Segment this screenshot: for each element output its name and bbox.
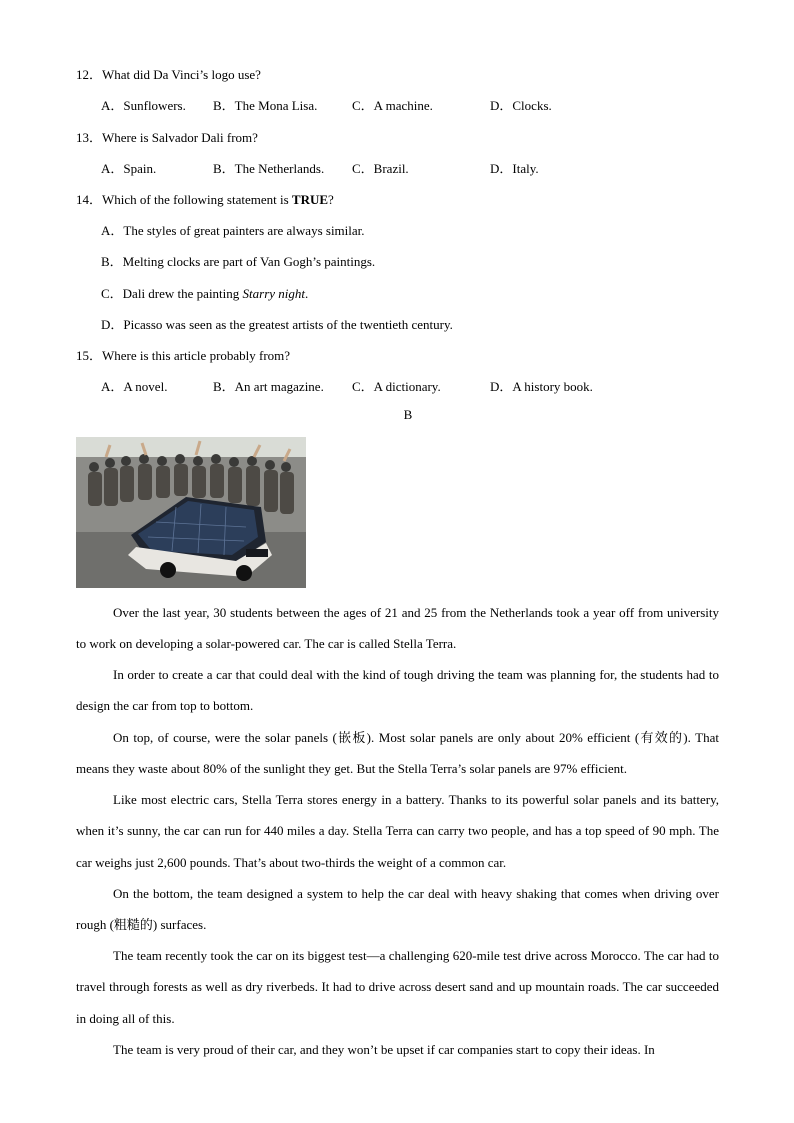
passage-paragraph-3: On top, of course, were the solar panels (嵌板). Most solar panels are only about 20% efficient (有效的). That means they waste about 80% of the sunlight they get. But the Stella Terra’s solar panels are 97% efficient. xyxy=(76,730,719,777)
passage-paragraph-1: Over the last year, 30 students between the ages of 21 and 25 from the Netherlands took a year off from university to work on developing a solar-powered car. The car is called Stella Terra. xyxy=(76,605,719,652)
question-14-option-c-end: . xyxy=(305,286,309,301)
passage-paragraph-5: On the bottom, the team designed a system to help the car deal with heavy shaking that comes when driving over rough (粗糙的) surfaces. xyxy=(76,886,719,933)
question-14-stem xyxy=(76,189,334,208)
question-15-option-a: A．A novel. xyxy=(101,379,168,394)
passage-paragraph-6: The team recently took the car on its biggest test—a challenging 620-mile test drive across Morocco. The car had to travel through forests as well as dry riverbeds. It had to drive across desert sand and up mountain roads. The car succeeded in doing all of this. xyxy=(76,948,719,1026)
question-13-option-d: D．Italy. xyxy=(490,161,539,176)
passage-paragraph-2: In order to create a car that could deal with the kind of tough driving the team was planning for, the students had to design the car from top to bottom. xyxy=(76,667,719,714)
passage-paragraph-7: The team is very proud of their car, and they won’t be upset if car companies start to copy their ideas. In xyxy=(113,1042,655,1057)
question-14-option-c xyxy=(101,283,308,302)
question-12-option-b: B．The Mona Lisa. xyxy=(213,98,318,113)
question-14-stem-text: 14．Which of the following statement is xyxy=(76,192,292,207)
question-15-option-d: D．A history book. xyxy=(490,379,593,394)
question-14-option-b: B．Melting clocks are part of Van Gogh’s paintings. xyxy=(101,254,376,269)
question-15-option-c: C．A dictionary. xyxy=(352,379,441,394)
question-12-option-d: D．Clocks. xyxy=(490,98,552,113)
question-13-option-c: C．Brazil. xyxy=(352,161,409,176)
passage-paragraph-4: Like most electric cars, Stella Terra stores energy in a battery. Thanks to its powerful solar panels and its battery, when it’s sunny, the car can run for 440 miles a day. Stella Terra can carry two people, and has a top speed of 90 mph. The car weighs just 2,600 pounds. That’s about two-thirds the weight of a common car. xyxy=(76,792,719,870)
solar-car-team-photo-icon xyxy=(76,437,306,588)
question-14-stem-end: ? xyxy=(328,192,334,207)
question-15-option-b: B．An art magazine. xyxy=(213,379,324,394)
question-13-stem: 13．Where is Salvador Dali from? xyxy=(76,130,258,145)
question-12-option-c: C．A machine. xyxy=(352,98,433,113)
section-label: B xyxy=(403,407,413,422)
question-14-option-c-text: C．Dali drew the painting xyxy=(101,286,243,301)
question-15-stem: 15．Where is this article probably from? xyxy=(76,348,291,363)
question-14-option-c-title: Starry night xyxy=(242,286,306,301)
question-12-stem: 12．What did Da Vinci’s logo use? xyxy=(76,67,261,82)
question-14-option-d: D．Picasso was seen as the greatest artists of the twentieth century. xyxy=(101,317,453,332)
question-14-stem-bold: TRUE xyxy=(291,192,329,207)
question-13-option-a: A．Spain. xyxy=(101,161,157,176)
question-13-option-b: B．The Netherlands. xyxy=(213,161,325,176)
question-14-option-a: A．The styles of great painters are always similar. xyxy=(101,223,365,238)
question-12-option-a: A．Sunflowers. xyxy=(101,98,186,113)
